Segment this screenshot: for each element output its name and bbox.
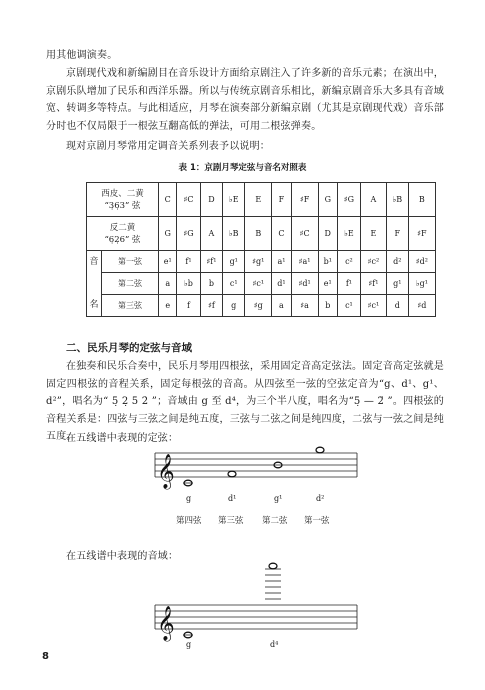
group-label-spacer [87,273,102,295]
table-cell: f¹ [337,273,360,295]
table-cell: ♯a [291,295,318,317]
row-label-xipi [87,183,159,217]
table-cell: ♯G [337,183,360,217]
table-cell: c¹ [337,295,360,317]
table-cell: ♯c² [361,251,387,273]
table-row [87,251,436,273]
table-cell: a [272,295,291,317]
ledger-lines [183,569,281,635]
table-cell: ♭B [223,217,245,251]
table-row [87,273,436,295]
table-cell: e¹ [159,251,177,273]
tuning-string-label: 第三弦 [218,516,244,526]
table-cell: ♯c¹ [245,273,272,295]
tuning-note-label: g¹ [274,494,283,503]
table-cell: G [318,183,337,217]
table-cell: ♯G [177,217,200,251]
paragraph-continuation: 用其他调演奏。 [46,50,118,61]
table-cell: C [159,183,177,217]
table-cell: ♯a¹ [291,251,318,273]
table-row [87,183,436,217]
table-cell: ♯g¹ [245,251,272,273]
table-cell: ♯d² [408,251,435,273]
table-cell: b [318,295,337,317]
table-cell: C [272,217,291,251]
range-note-label: g [186,640,192,649]
tuning-string-label: 第四弦 [176,516,202,526]
paragraph-table-intro: 现对京剧月琴常用定调音关系列表予以说明： [66,141,270,152]
note-head-g1 [274,462,282,468]
paragraph-tuning-staff-intro: 在五线谱中表现的定弦： [66,433,179,444]
group-label-top: 音 [87,251,102,273]
string-label-2: 第二弦 [102,273,159,295]
string-label-1: 第一弦 [102,251,159,273]
table-cell: B [245,217,272,251]
table-cell: D [200,183,223,217]
tuning-string-label: 第二弦 [262,516,288,526]
table-cell: d [386,295,408,317]
table-cell: B [408,183,435,217]
table-cell: f [177,295,200,317]
table-cell: e [159,295,177,317]
table-cell: ♯C [177,183,200,217]
table-cell: ♯f [200,295,223,317]
tuning-note-label: d¹ [228,494,237,503]
table-cell: g [223,295,245,317]
tuning-table [86,182,436,317]
table-cell: A [200,217,223,251]
table-cell: g¹ [386,273,408,295]
table-cell: F [386,217,408,251]
string-label-3: 第三弦 [102,295,159,317]
table-cell: b [200,273,223,295]
note-head-d1 [228,471,236,477]
paragraph-range-staff-intro: 在五线谱中表现的音域： [66,551,179,562]
row-label-xipi-b: “3̣6̣3” 弦 [104,200,141,211]
table-cell: e¹ [318,273,337,295]
table-cell: ♯g [245,295,272,317]
range-note-label: d⁴ [270,640,279,649]
note-head-g [184,632,192,638]
paragraph-modern-opera: 京剧现代戏和新编剧目在音乐设计方面给京剧注入了许多新的音乐元素；在演出中，京剧乐队增加了民乐和西洋乐器。所以与传统京剧音乐相比，新编京剧音乐大多具有音域宽、转调多等特点。与此相适应，月琴在演奏部分新编京剧（尤其是京剧现代戏）音乐部分时也不仅局限于一根弦互翻高低的弹法，可用二根弦弹奏。 [46,68,444,132]
table-cell: d¹ [272,273,291,295]
tuning-note-label: d² [316,494,325,503]
table-cell: ♯F [408,217,435,251]
page-number: 8 [42,651,49,662]
table-cell: ♭E [337,217,360,251]
table-cell: a¹ [272,251,291,273]
note-head-g [184,480,192,486]
table-cell: E [361,217,387,251]
table-row [87,295,436,317]
table-row [87,217,436,251]
table-cell: c¹ [223,273,245,295]
table-cell: ♯F [291,183,318,217]
table-cell: ♯f¹ [361,273,387,295]
table-cell: ♭b [177,273,200,295]
table-cell: D [318,217,337,251]
table-cell: f¹ [177,251,200,273]
table-cell: b¹ [318,251,337,273]
tuning-note-label: g [186,494,192,503]
table-cell: F [272,183,291,217]
note-head-d2 [316,447,324,453]
row-label-fanerhuang-a: 反二黄 [109,222,136,233]
table-cell: ♯c¹ [361,295,387,317]
table-cell: A [361,183,387,217]
paragraph-fixed-tuning: 在独奏和民乐合奏中，民乐月琴用四根弦，采用固定音高定弦法。固定音高定弦就是固定四根弦的音程关系，固定每根弦的音高。从四弦至一弦的空弦定音为“g、d¹、g¹、d²”，唱名为“ 5̣ 2̣ 5 2̇ ”；音域由 g 至 d⁴，为三个半八度，唱名为“5̣ — 2̈ ”。四根弦的音程关系是：四弦与三弦之间是纯五度，三弦与二弦之间是纯四度，二弦与一弦之间是纯五度。 [46,361,444,442]
row-label-fanerhuang [87,217,159,251]
group-label-bottom: 名 [87,295,102,317]
table-cell: c² [337,251,360,273]
table-cell: g¹ [223,251,245,273]
row-label-fanerhuang-b: “6̣2̣6” 弦 [104,234,141,245]
table-cell: ♭B [386,183,408,217]
tuning-string-label: 第一弦 [304,516,330,526]
table-cell: ♭g¹ [408,273,435,295]
table-cell: ♯d¹ [291,273,318,295]
treble-clef-icon: 𝄞 [157,454,175,489]
table-cell: ♯f¹ [200,251,223,273]
table-cell: ♯C [291,217,318,251]
table-cell: d² [386,251,408,273]
table-cell: E [245,183,272,217]
treble-clef-icon: 𝄞 [157,606,175,641]
row-label-xipi-a: 西皮、二黄 [101,188,144,199]
table-caption: 表 1：京剧月琴定弦与音名对照表 [178,163,307,173]
table-cell: ♯d [408,295,435,317]
section-heading: 二、民乐月琴的定弦与音域 [66,342,192,354]
table-cell: G [159,217,177,251]
table-cell: a [159,273,177,295]
table-cell: ♭E [223,183,245,217]
